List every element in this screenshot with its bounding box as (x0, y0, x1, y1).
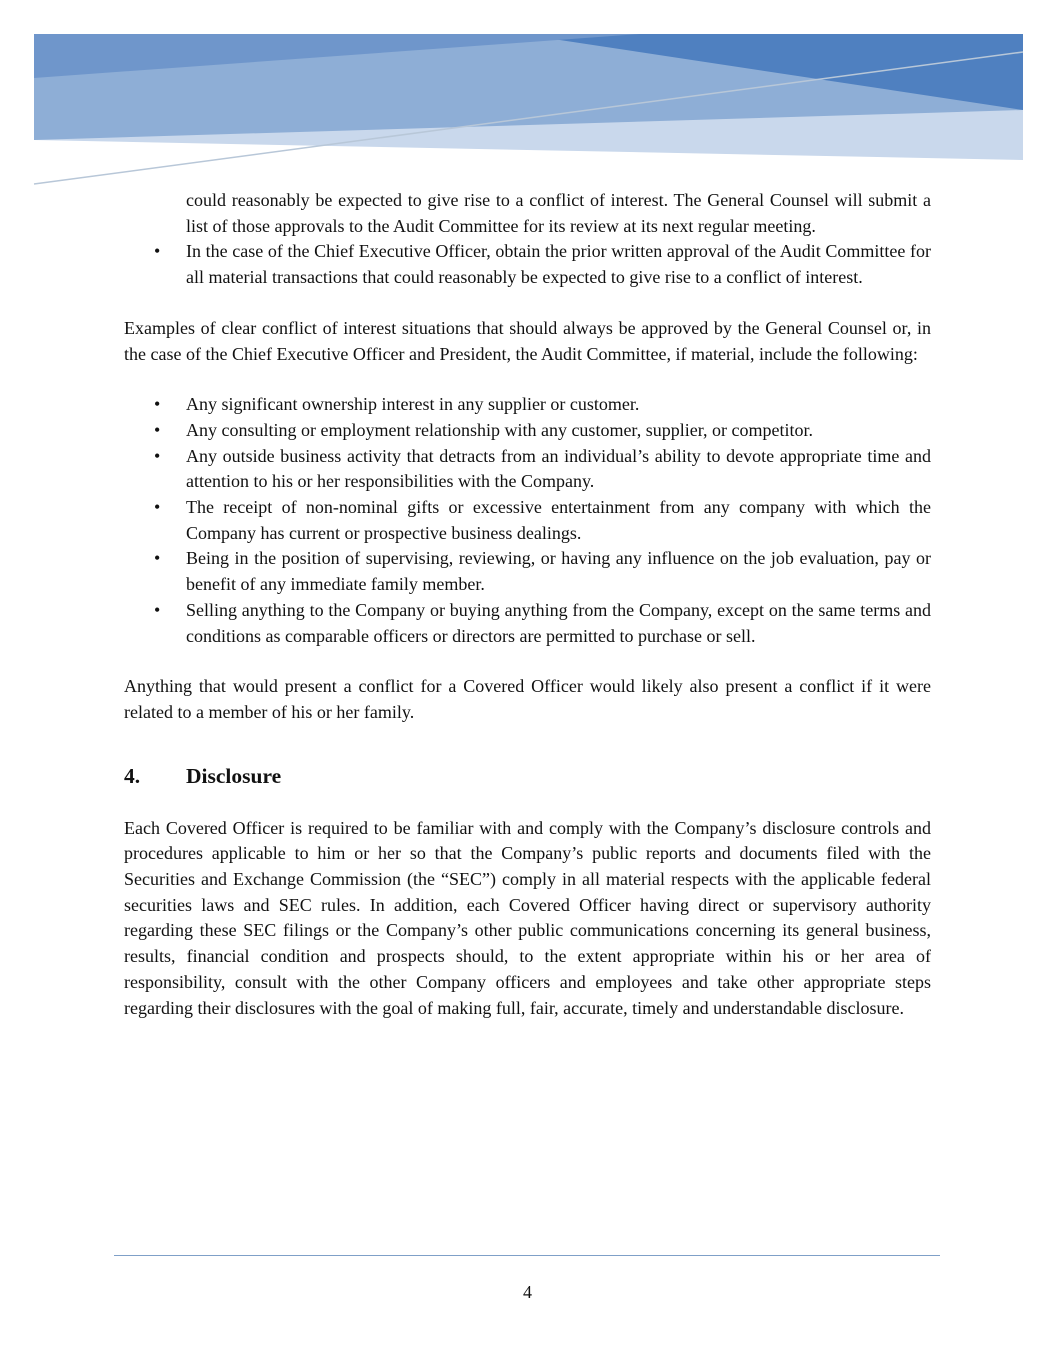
bullet-icon: • (154, 241, 161, 262)
bullet-icon: • (154, 548, 161, 569)
bullet-icon: • (154, 599, 161, 620)
list-item-text: Selling anything to the Company or buying anything from the Company, except on the same terms and conditions as comparable officers or directors are permitted to purchase or sell. (186, 599, 931, 646)
list-item (124, 239, 931, 290)
list-item (124, 495, 931, 546)
disclosure-paragraph: Each Covered Officer is required to be familiar with and comply with the Company’s disclosure controls and procedures applicable to him or her so that the Company’s public reports and documents filed with the Securities and Exchange Commission (the “SEC”) comply in all material respects with the applicable federal securities laws and SEC rules. In addition, each Covered Officer having direct or supervisory authority regarding these SEC filings or the Company’s other public communications concerning its general business, results, financial condition and prospects should, to the extent appropriate within his or her area of responsibility, consult with the other Company officers and employees and take other appropriate steps regarding their disclosures with the goal of making full, fair, accurate, timely and understandable disclosure. (124, 817, 931, 1018)
list-item-text: In the case of the Chief Executive Officer, obtain the prior written approval of the Audit Committee for all material transactions that could reasonably be expected to give rise to a conflict of interest. (186, 241, 931, 288)
section-title: Disclosure (186, 763, 282, 788)
list-item-text: Any significant ownership interest in any supplier or customer. (186, 394, 640, 415)
list-item (124, 392, 931, 418)
list-item-text: Being in the position of supervising, reviewing, or having any influence on the job evaluation, pay or benefit of any immediate family member. (186, 548, 931, 595)
footer-divider (114, 1255, 940, 1256)
list-item (124, 598, 931, 649)
bullet-icon: • (154, 445, 161, 466)
list-item-text: The receipt of non-nominal gifts or excessive entertainment from any company with which the Company has current or prospective business dealings. (186, 497, 931, 543)
section-heading (124, 761, 931, 791)
bullet-icon: • (154, 394, 161, 415)
family-conflict-paragraph: Anything that would present a conflict for a Covered Officer would likely also present a conflict if it were related to a member of his or her family. (124, 676, 931, 722)
list-item (124, 418, 931, 444)
list-item-text: Any outside business activity that detracts from an individual’s ability to devote appropriate time and attention to his or her responsibilities with the Company. (186, 445, 931, 492)
section-number: 4. (124, 763, 141, 788)
bullet-icon: • (154, 497, 161, 518)
document-body (124, 188, 931, 1021)
header-banner (0, 0, 1055, 200)
continued-paragraph: could reasonably be expected to give rise to a conflict of interest. The General Counsel will submit a list of those approvals to the Audit Committee for its review at its next regular meeting. (186, 190, 931, 236)
list-item (124, 546, 931, 597)
examples-paragraph: Examples of clear conflict of interest situations that should always be approved by the General Counsel or, in the case of the Chief Executive Officer and President, the Audit Committee, if material, include the following: (124, 317, 931, 364)
conflict-examples-list (124, 392, 931, 649)
page-number: 4 (523, 1282, 532, 1302)
list-item (124, 444, 931, 495)
list-item-text: Any consulting or employment relationship with any customer, supplier, or competitor. (186, 419, 813, 440)
approval-bullet-list (124, 239, 931, 290)
bullet-icon: • (154, 419, 161, 440)
